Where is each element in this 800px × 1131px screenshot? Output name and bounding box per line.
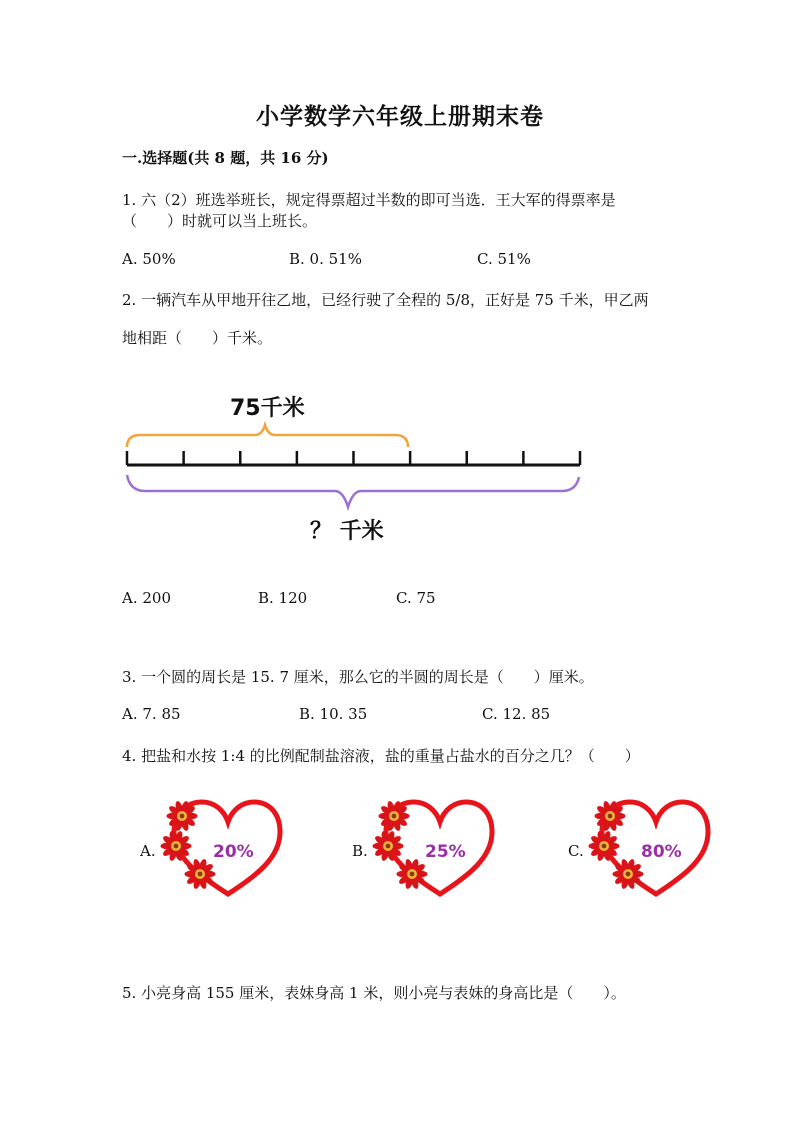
diagram-top-brace	[127, 425, 408, 447]
question-3-option-c: C. 12. 85	[482, 705, 551, 723]
question-4-line-1: 4. 把盐和水按 1:4 的比例配制盐溶液，盐的重量占盐水的百分之几？（ ）	[122, 747, 640, 765]
flower-icon	[373, 800, 428, 890]
answer-option-card	[140, 796, 290, 905]
flower-icon	[161, 800, 216, 890]
option-percent: 20%	[213, 842, 254, 862]
section-heading: 一.选择题(共 8 题，共 16 分)	[122, 149, 329, 167]
question-3-option-b: B. 10. 35	[299, 705, 368, 723]
question-3-line-1: 3. 一个圆的周长是 15. 7 厘米，那么它的半圆的周长是（ ）厘米。	[122, 668, 594, 686]
question-2-line-1: 2. 一辆汽车从甲地开往乙地，已经行驶了全程的 5/8，正好是 75 千米，甲乙两	[122, 291, 649, 309]
diagram-top-label: 75千米	[230, 396, 305, 421]
question-2-option-b: B. 120	[258, 589, 308, 607]
diagram-bottom-label: ？ 千米	[310, 519, 384, 544]
diagram-ticks	[127, 451, 580, 465]
option-letter: A.	[140, 842, 156, 860]
diagram-bottom-brace	[127, 475, 579, 507]
question-5-line-1: 5. 小亮身高 155 厘米，表妹身高 1 米，则小亮与表妹的身高比是（ ）。	[122, 984, 626, 1002]
flower-icon	[589, 800, 644, 890]
answer-option-card	[352, 796, 502, 905]
question-3-option-a: A. 7. 85	[122, 705, 181, 723]
question-1-option-b: B. 0. 51%	[289, 250, 362, 268]
question-1-option-c: C. 51%	[477, 250, 531, 268]
question-1-line-2: （ ）时就可以当上班长。	[122, 212, 318, 230]
question-1-line-1: 1. 六（2）班选举班长，规定得票超过半数的即可当选．王大军的得票率是	[122, 191, 616, 209]
option-percent: 80%	[641, 842, 682, 862]
question-2-option-c: C. 75	[396, 589, 436, 607]
distance-diagram	[110, 385, 600, 555]
question-2-line-2: 地相距（ ）千米。	[122, 329, 273, 347]
question-2-option-a: A. 200	[122, 589, 171, 607]
option-percent: 25%	[425, 842, 466, 862]
page-title: 小学数学六年级上册期末卷	[256, 103, 544, 130]
option-letter: C.	[568, 842, 584, 860]
option-letter: B.	[352, 842, 368, 860]
question-1-option-a: A. 50%	[122, 250, 176, 268]
answer-option-card	[568, 796, 718, 905]
